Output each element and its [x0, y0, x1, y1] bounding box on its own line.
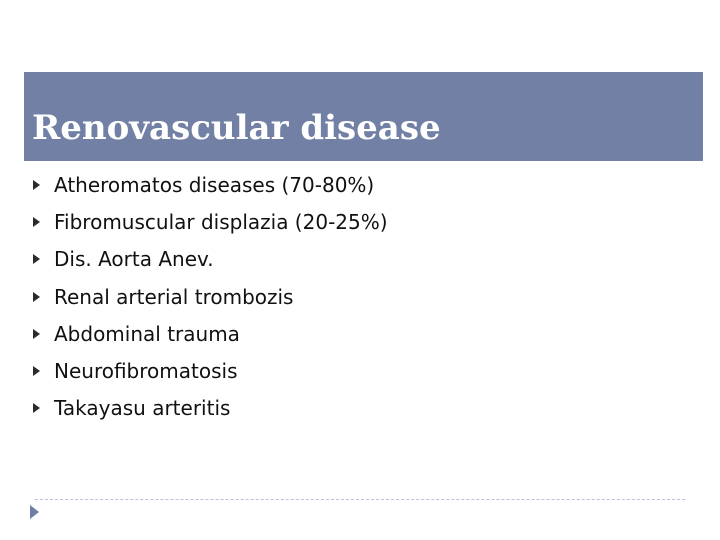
- list-item: [30, 241, 388, 278]
- triangle-bullet-icon: [33, 329, 40, 339]
- list-item: [30, 315, 388, 352]
- list-item: [30, 352, 388, 389]
- triangle-bullet-icon: [33, 403, 40, 413]
- footer-divider: [35, 499, 685, 500]
- bullet-text: Dis. Aorta Anev.: [54, 247, 214, 272]
- bullet-text: Atheromatos diseases (70-80%): [54, 172, 375, 197]
- title-banner: [24, 72, 703, 161]
- triangle-bullet-icon: [33, 254, 40, 264]
- bullet-text: Neurofibromatosis: [54, 359, 238, 384]
- list-item: [30, 278, 388, 315]
- bullet-text: Renal arterial trombozis: [54, 284, 294, 309]
- list-item: [30, 203, 388, 240]
- bullet-text: Abdominal trauma: [54, 321, 240, 346]
- list-item: [30, 390, 388, 427]
- triangle-bullet-icon: [33, 217, 40, 227]
- footer-arrow-icon: [30, 505, 39, 519]
- slide-title: Renovascular disease: [32, 108, 441, 148]
- triangle-bullet-icon: [33, 292, 40, 302]
- triangle-bullet-icon: [33, 180, 40, 190]
- bullet-text: Fibromuscular displazia (20-25%): [54, 209, 388, 234]
- bullet-list: [30, 166, 388, 427]
- list-item: [30, 166, 388, 203]
- triangle-bullet-icon: [33, 366, 40, 376]
- bullet-text: Takayasu arteritis: [54, 396, 231, 421]
